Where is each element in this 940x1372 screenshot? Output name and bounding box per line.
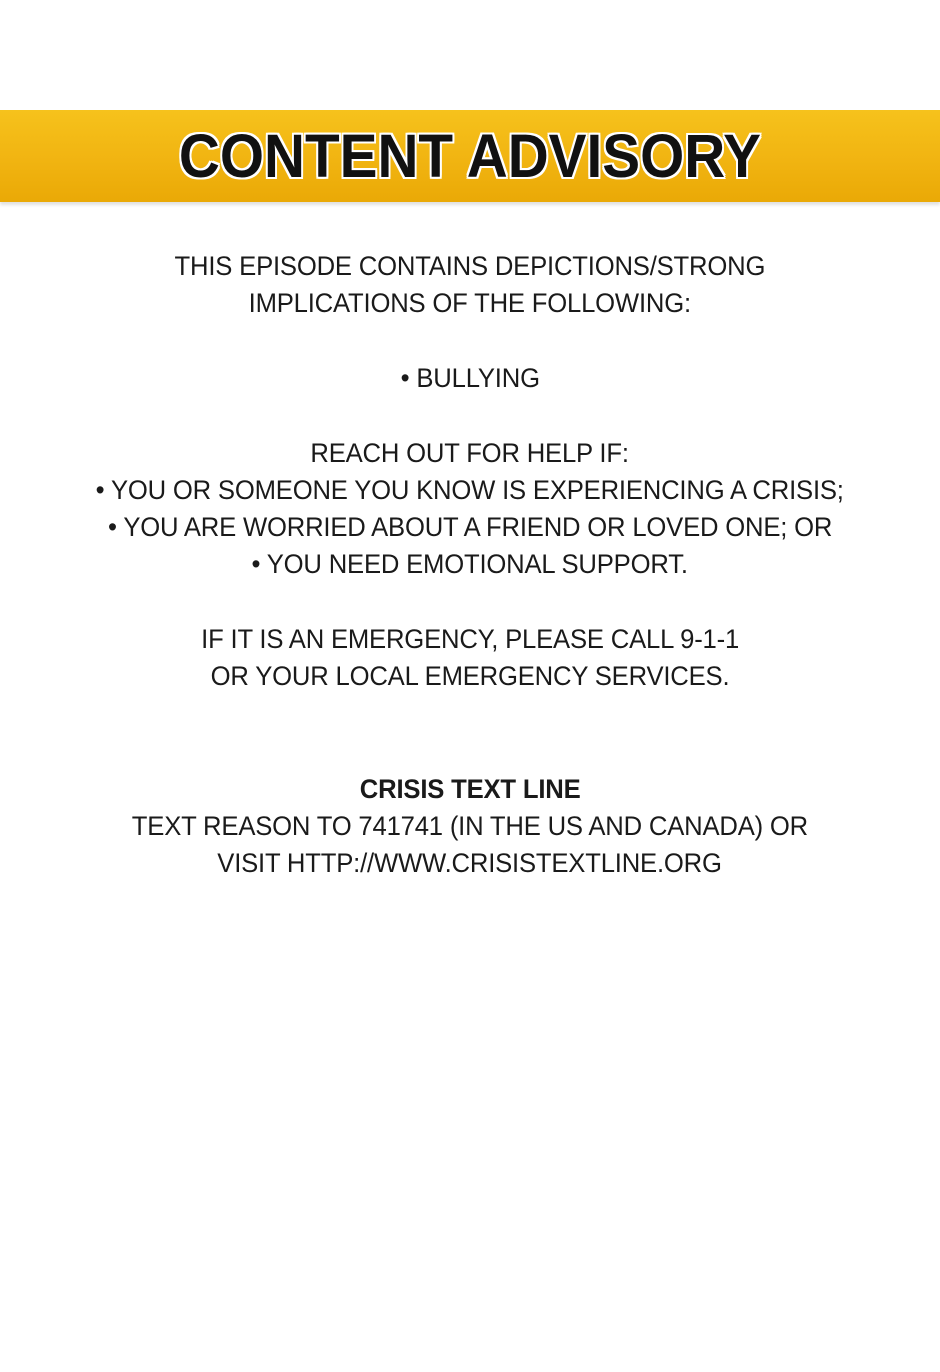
emergency-line-2-text: OR YOUR LOCAL EMERGENCY SERVICES.	[210, 661, 730, 691]
help-item	[0, 546, 940, 583]
help-heading-text: REACH OUT FOR HELP IF:	[310, 438, 630, 468]
intro-line-1	[0, 248, 940, 285]
crisis-line-2-text[interactable]: VISIT HTTP://WWW.CRISISTEXTLINE.ORG	[217, 848, 723, 878]
intro-line-1-text: THIS EPISODE CONTAINS DEPICTIONS/STRONG	[174, 251, 766, 281]
crisis-text-line-block	[0, 771, 940, 882]
content-advisory-banner	[0, 110, 940, 202]
help-item-text: • YOU OR SOMEONE YOU KNOW IS EXPERIENCING A CRISIS;	[95, 475, 845, 505]
help-item-text: • YOU NEED EMOTIONAL SUPPORT.	[251, 549, 689, 579]
crisis-website-link[interactable]	[0, 845, 940, 882]
emergency-block	[0, 621, 940, 695]
emergency-line-1	[0, 621, 940, 658]
help-item-text: • YOU ARE WORRIED ABOUT A FRIEND OR LOVED ONE; OR	[107, 512, 833, 542]
banner-title: CONTENT ADVISORY	[178, 122, 762, 190]
emergency-line-2	[0, 658, 940, 695]
intro-line-2	[0, 285, 940, 322]
topics-list	[0, 360, 940, 397]
help-item	[0, 472, 940, 509]
crisis-title-text: CRISIS TEXT LINE	[359, 774, 581, 804]
crisis-title	[0, 771, 940, 808]
help-block	[0, 435, 940, 583]
intro-block	[0, 248, 940, 322]
intro-line-2-text: IMPLICATIONS OF THE FOLLOWING:	[248, 288, 692, 318]
crisis-line-1	[0, 808, 940, 845]
topic-item	[0, 360, 940, 397]
emergency-line-1-text: IF IT IS AN EMERGENCY, PLEASE CALL 9-1-1	[201, 624, 739, 654]
topic-item-text: • BULLYING	[400, 363, 540, 393]
help-item	[0, 509, 940, 546]
crisis-line-1-text: TEXT REASON TO 741741 (IN THE US AND CANADA) OR	[131, 811, 809, 841]
help-heading	[0, 435, 940, 472]
